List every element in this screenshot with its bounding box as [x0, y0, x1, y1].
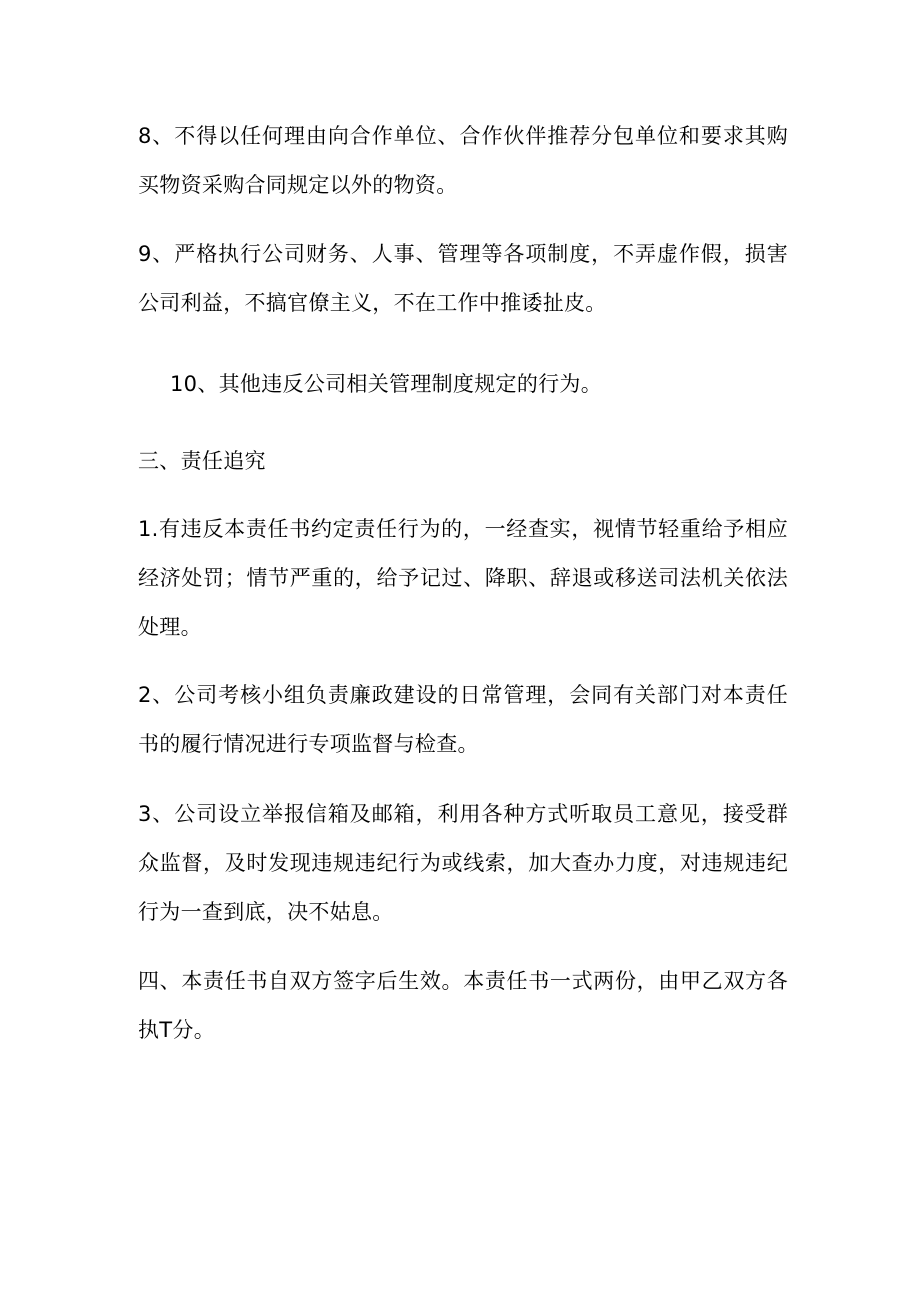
section-4-paragraph — [138, 957, 788, 1055]
clause-item-8 — [138, 112, 788, 210]
clause-item-8-line-2: 买物资采购合同规定以外的物资。 — [138, 173, 458, 197]
liability-clause-1-line-2: 经济处罚；情节严重的，给予记过、降职、辞退或移送司法机关依法 — [138, 566, 788, 590]
clause-item-9-line-1: 9、严格执行公司财务、人事、管理等各项制度，不弄虚作假，损害 — [138, 242, 788, 266]
liability-clause-2-line-1: 2、公司考核小组负责廉政建设的日常管理，会同有关部门对本责任 — [138, 683, 788, 707]
liability-clause-1 — [138, 505, 788, 652]
liability-clause-3-line-3: 行为一查到底，决不姑息。 — [138, 900, 394, 924]
liability-clause-3-line-1: 3、公司设立举报信箱及邮箱，利用各种方式听取员工意见，接受群 — [138, 802, 788, 826]
liability-clause-2-line-2: 书的履行情况进行专项监督与检查。 — [138, 732, 479, 756]
section-4-line-2: 执T分。 — [138, 1018, 216, 1042]
liability-clause-3-line-2: 众监督，及时发现违规违纪行为或线索，加大查办力度，对违规违纪 — [138, 851, 788, 875]
section-3-heading — [138, 437, 788, 486]
clause-item-9-line-2: 公司利益，不搞官僚主义，不在工作中推诿扯皮。 — [138, 291, 607, 315]
clause-item-9 — [138, 230, 788, 328]
section-4-line-1: 四、本责任书自双方签字后生效。本责任书一式两份，由甲乙双方各 — [138, 969, 788, 993]
section-3-heading-text: 三、责任追究 — [138, 449, 266, 473]
clause-item-10 — [170, 360, 820, 409]
clause-item-8-line-1: 8、不得以任何理由向合作单位、合作伙伴推荐分包单位和要求其购 — [138, 124, 788, 148]
liability-clause-2 — [138, 671, 788, 769]
liability-clause-1-line-3: 处理。 — [138, 615, 202, 639]
clause-item-10-line-1: 10、其他违反公司相关管理制度规定的行为。 — [170, 372, 603, 396]
liability-clause-1-line-1: 1.有违反本责任书约定责任行为的，一经查实，视情节轻重给予相应 — [138, 517, 788, 541]
liability-clause-3 — [138, 790, 788, 937]
